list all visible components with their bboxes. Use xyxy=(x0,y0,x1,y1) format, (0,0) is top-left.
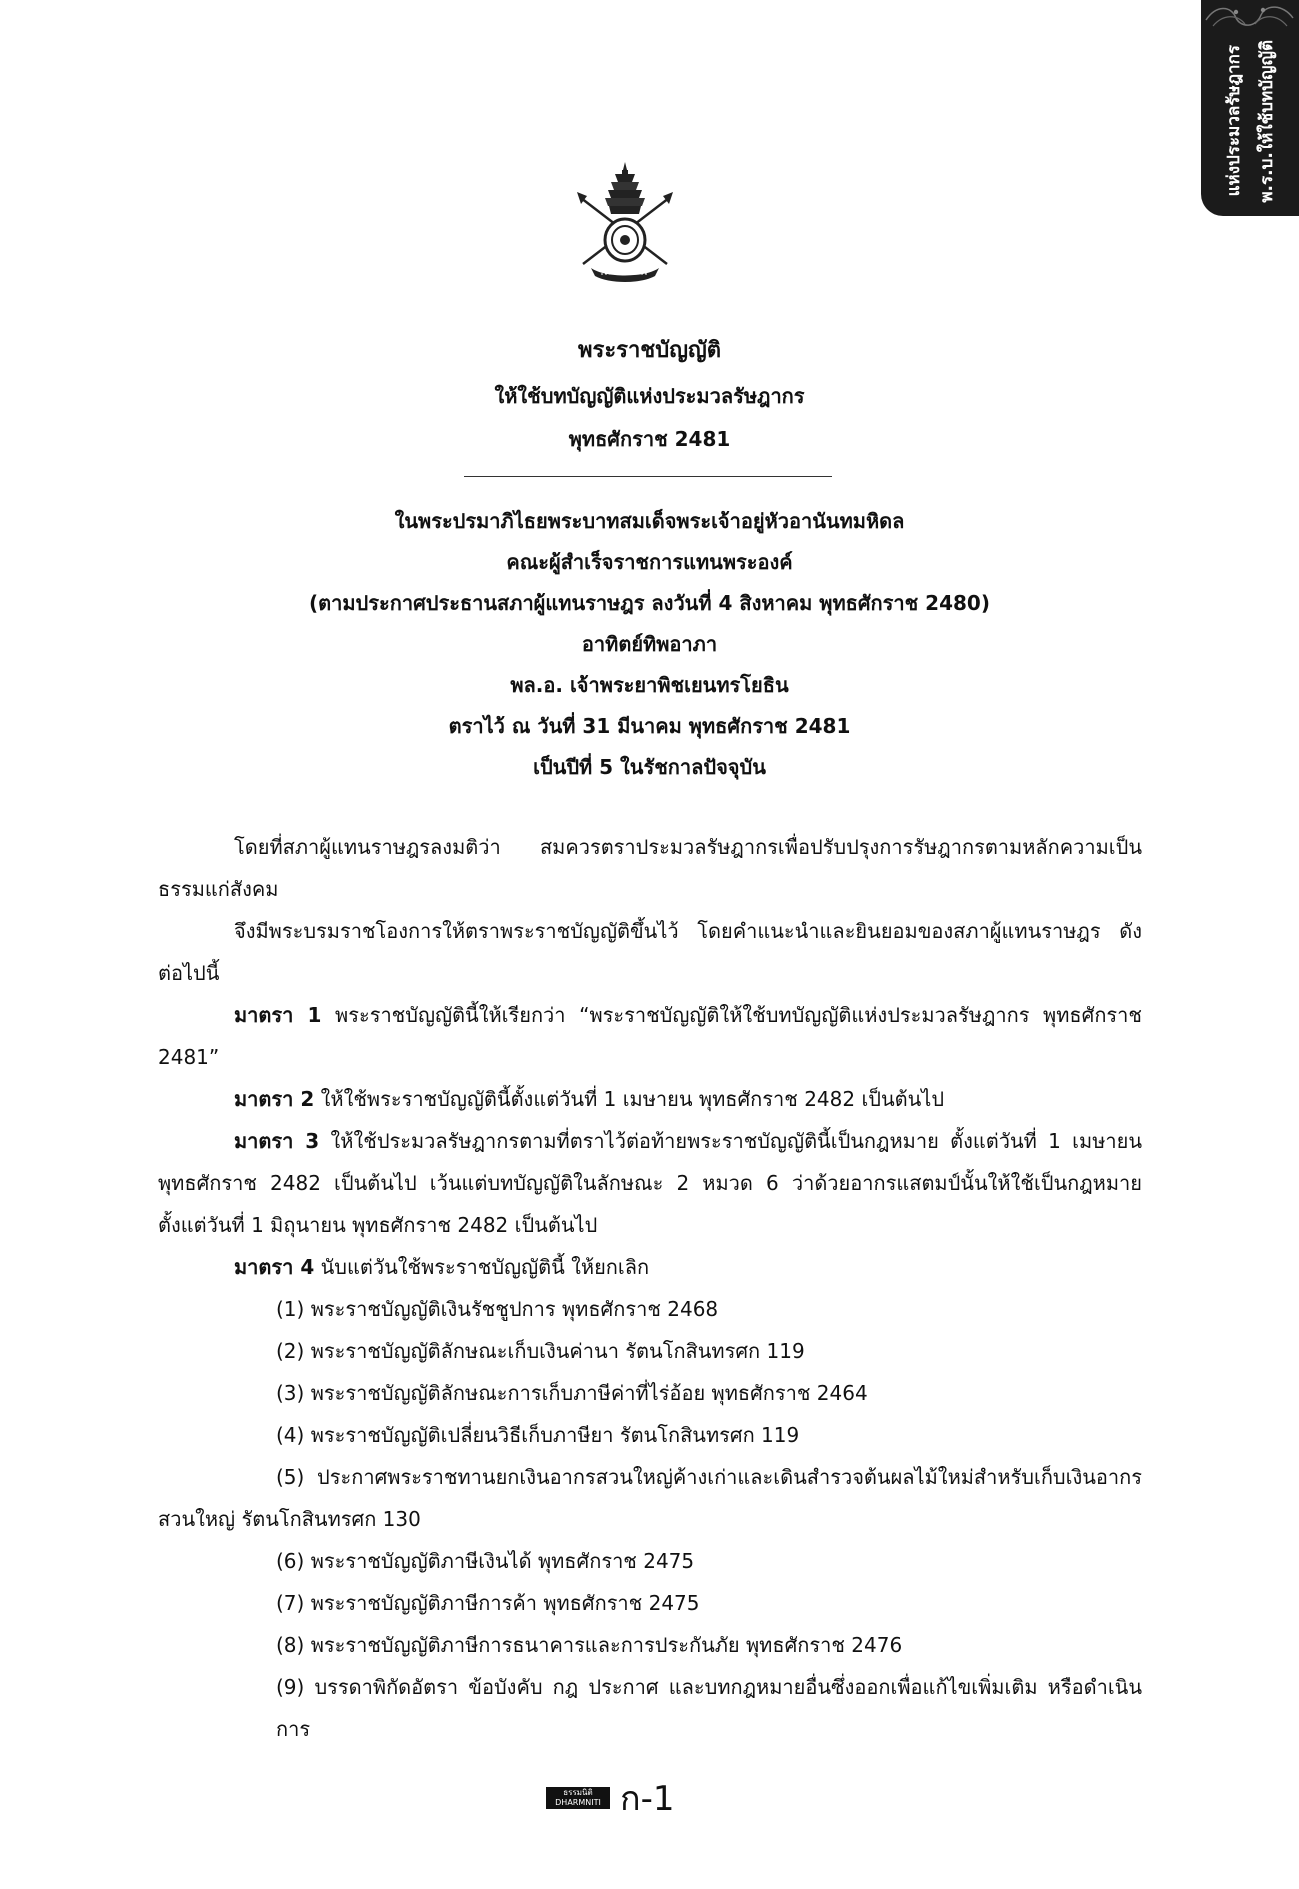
signature-line: (ตามประกาศประธานสภาผู้แทนราษฎร ลงวันที่ 4 สิงหาคม พุทธศักราช 2480) xyxy=(309,591,990,615)
signature-line: ตราไว้ ณ วันที่ 31 มีนาคม พุทธศักราช 2481 xyxy=(448,714,851,738)
section-4 xyxy=(158,1246,1142,1288)
page-title: พระราชบัญญัติ xyxy=(578,338,721,363)
enactment-paragraph: จึงมีพระบรมราชโองการให้ตราพระราชบัญญัติขึ้นไว้ โดยคำแนะนำและยินยอมของสภาผู้แทนราษฎร ดังต่อไปนี้ xyxy=(158,919,1142,985)
section-text: นับแต่วันใช้พระราชบัญญัตินี้ ให้ยกเลิก xyxy=(314,1255,650,1279)
title-year: พุทธศักราช 2481 xyxy=(568,427,731,451)
signature-line: เป็นปีที่ 5 ในรัชกาลปัจจุบัน xyxy=(533,755,766,779)
section-3 xyxy=(158,1120,1142,1246)
section-text: ให้ใช้พระราชบัญญัตินี้ตั้งแต่วันที่ 1 เมษายน พุทธศักราช 2482 เป็นต้นไป xyxy=(314,1087,945,1111)
section-label: มาตรา 2 xyxy=(234,1087,315,1111)
section-text: ให้ใช้ประมวลรัษฎากรตามที่ตราไว้ต่อท้ายพระราชบัญญัตินี้เป็นกฎหมาย ตั้งแต่วันที่ 1 เมษายน พุทธศักราช 2482 เป็นต้นไป เว้นแต่บทบัญญัติในลักษณะ 2 หมวด 6 ว่าด้วยอากรแสตมป์นั้นให้ใช้เป็นกฎหมาย ตั้งแต่วันที่ 1 มิถุนายน พุทธศักราช 2482 เป็นต้นไป xyxy=(158,1129,1142,1237)
publisher-logo xyxy=(546,1787,610,1809)
royal-emblem-icon xyxy=(575,160,675,284)
repealed-item: (2) พระราชบัญญัติลักษณะเก็บเงินค่านา รัตนโกสินทรศก 119 xyxy=(276,1339,805,1363)
preamble-paragraph: โดยที่สภาผู้แทนราษฎรลงมติว่า สมควรตราประมวลรัษฎากรเพื่อปรับปรุงการรัษฎากรตามหลักความเป็นธรรมแก่สังคม xyxy=(158,835,1142,901)
page-subtitle: ให้ใช้บทบัญญัติแห่งประมวลรัษฎากร xyxy=(494,384,805,408)
publisher-logo-latin: DHARMNITI xyxy=(555,1798,601,1807)
section-2 xyxy=(158,1078,1142,1120)
floral-ornament-icon xyxy=(1201,0,1299,34)
signature-line: คณะผู้สำเร็จราชการแทนพระองค์ xyxy=(506,550,793,574)
repealed-item: (4) พระราชบัญญัติเปลี่ยนวิธีเก็บภาษียา รัตนโกสินทรศก 119 xyxy=(276,1423,800,1447)
repealed-item: (7) พระราชบัญญัติภาษีการค้า พุทธศักราช 2475 xyxy=(276,1591,700,1615)
repealed-item: (8) พระราชบัญญัติภาษีการธนาคารและการประกันภัย พุทธศักราช 2476 xyxy=(276,1633,903,1657)
publisher-logo-thai: ธรรมนิติ xyxy=(563,1788,593,1797)
document-body xyxy=(158,826,1142,1750)
signature-line: พล.อ. เจ้าพระยาพิชเยนทรโยธิน xyxy=(510,673,789,697)
side-tab xyxy=(1201,0,1299,216)
section-label: มาตรา 3 xyxy=(234,1129,320,1153)
repealed-item: (1) พระราชบัญญัติเงินรัชชูปการ พุทธศักราช 2468 xyxy=(276,1297,719,1321)
signature-line: ในพระปรมาภิไธยพระบาทสมเด็จพระเจ้าอยู่หัวอานันทมหิดล xyxy=(394,509,905,533)
page-number: ก-1 xyxy=(620,1779,675,1819)
section-label: มาตรา 4 xyxy=(234,1255,315,1279)
repealed-item: (6) พระราชบัญญัติภาษีเงินได้ พุทธศักราช 2475 xyxy=(276,1549,695,1573)
title-divider xyxy=(464,476,832,477)
side-tab-line2: แห่งประมวลรัษฎากร xyxy=(1224,45,1244,197)
section-label: มาตรา 1 xyxy=(234,1003,322,1027)
section-1 xyxy=(158,994,1142,1078)
side-tab-line1: พ.ร.บ.ให้ใช้บทบัญญัติ xyxy=(1257,39,1277,203)
page-footer xyxy=(546,1778,675,1818)
section-text: พระราชบัญญัตินี้ให้เรียกว่า “พระราชบัญญัติให้ใช้บทบัญญัติแห่งประมวลรัษฎากร พุทธศักราช 2481” xyxy=(158,1003,1142,1069)
signature-line: อาทิตย์ทิพอาภา xyxy=(581,632,718,656)
repealed-item: (5) ประกาศพระราชทานยกเงินอากรสวนใหญ่ค้างเก่าและเดินสำรวจต้นผลไม้ใหม่สำหรับเก็บเงินอากรสวนใหญ่ รัตนโกสินทรศก 130 xyxy=(158,1465,1142,1531)
repealed-item: (9) บรรดาพิกัดอัตรา ข้อบังคับ กฎ ประกาศ และบทกฎหมายอื่นซึ่งออกเพื่อแก้ไขเพิ่มเติม หรือดำเนินการ xyxy=(276,1675,1142,1741)
repealed-item: (3) พระราชบัญญัติลักษณะการเก็บภาษีค่าที่ไร่อ้อย พุทธศักราช 2464 xyxy=(276,1381,868,1405)
